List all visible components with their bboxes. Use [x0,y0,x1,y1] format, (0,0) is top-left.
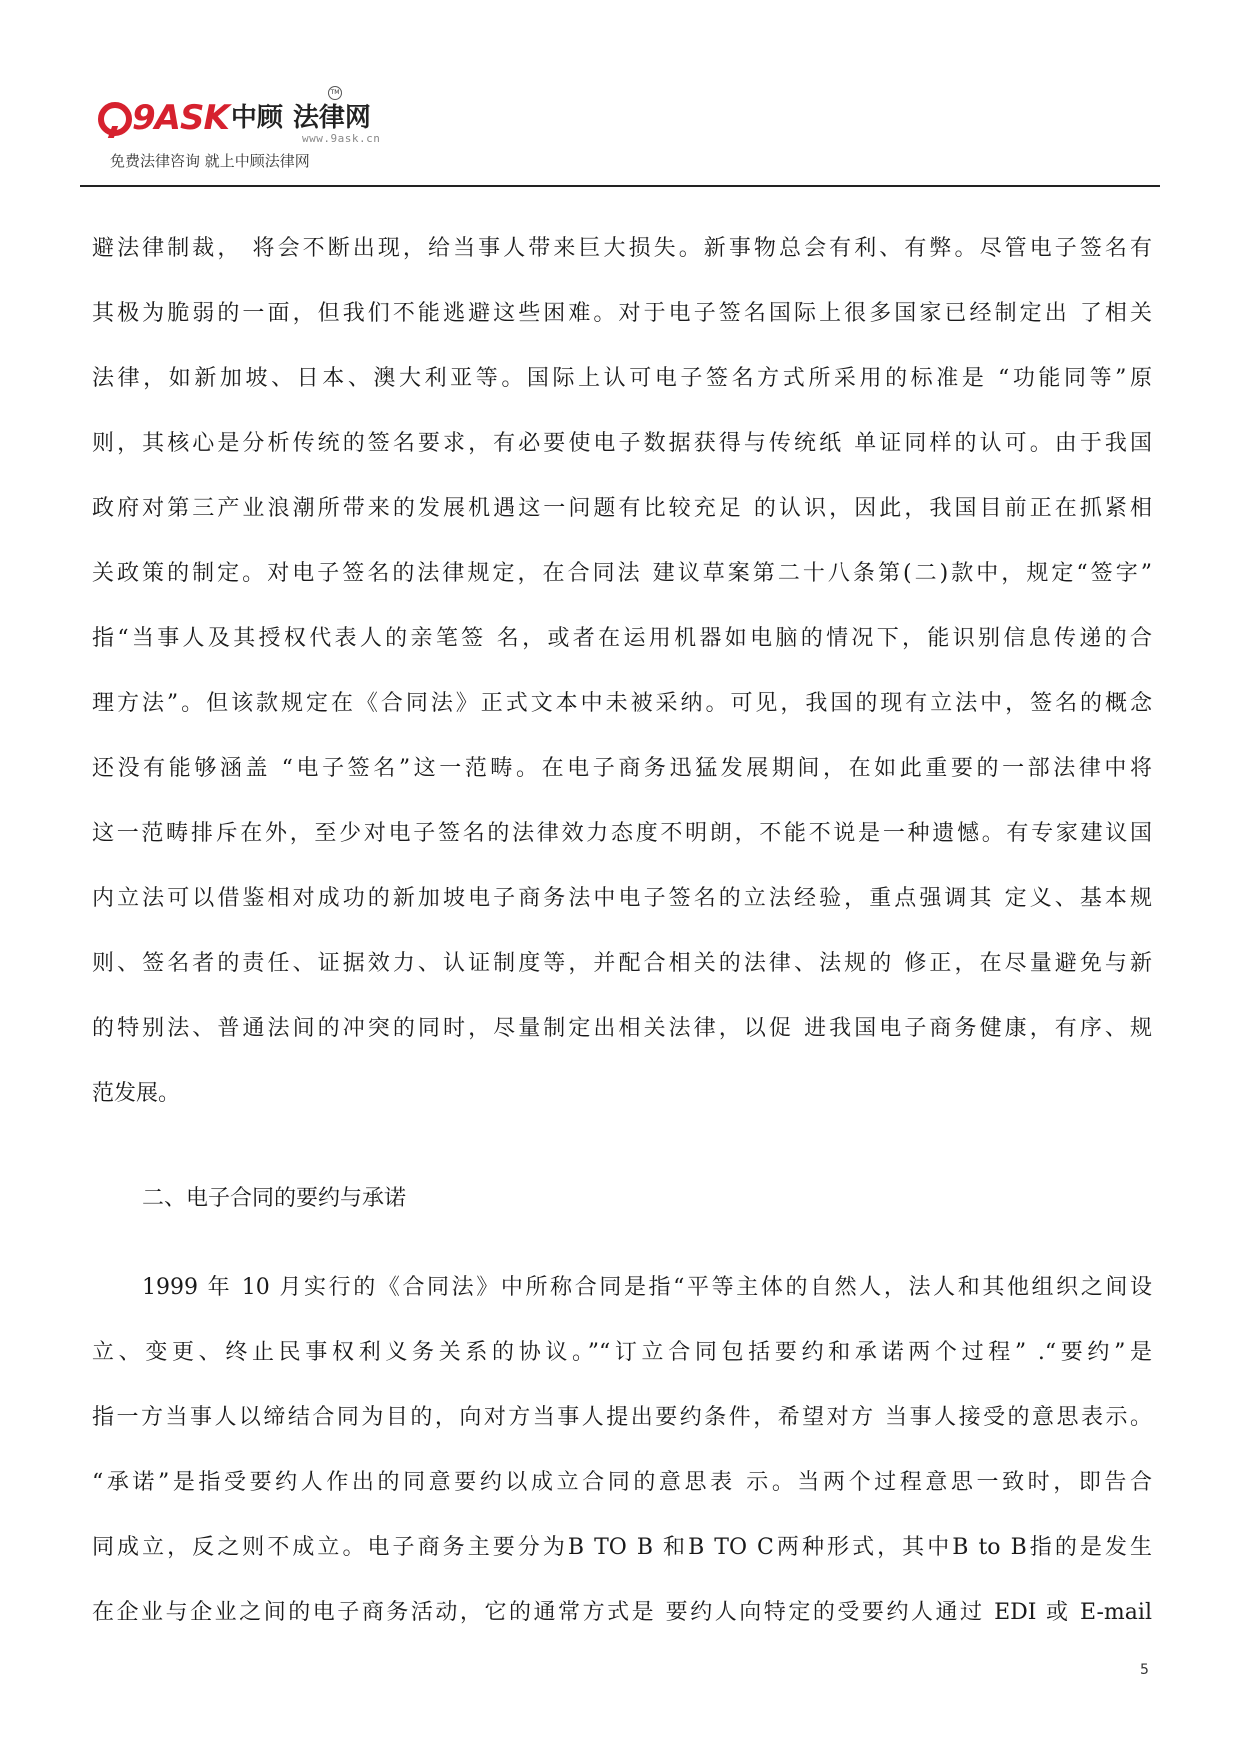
text-line: 还没有能够涵盖 “电子签名”这一范畴。在电子商务迅猛发展期间，在如此重要的一部法律中将 [92,756,1152,781]
text-line: 指“当事人及其授权代表人的亲笔签 名，或者在运用机器如电脑的情况下，能识别信息传递的合 [92,626,1152,651]
header-divider [80,185,1160,187]
text-line: 理方法”。但该款规定在《合同法》正式文本中未被采纳。可见，我国的现有立法中，签名的概念 [92,691,1152,716]
logo-site-text: 法律网 [292,103,371,133]
paragraph-2 [92,1255,1152,1645]
text-line: 这一范畴排斥在外，至少对电子签名的法律效力态度不明朗，不能不说是一种遗憾。有专家建议国 [92,821,1152,846]
text-line: 范发展。 [92,1081,181,1106]
page-header [96,89,386,184]
text-line: 其极为脆弱的一面，但我们不能逃避这些困难。对于电子签名国际上很多国家已经制定出 了相关 [92,301,1152,326]
text-line: 的特别法、普通法间的冲突的同时，尽量制定出相关法律，以促 进我国电子商务健康，有序、规 [92,1016,1152,1041]
text-line: 则，其核心是分析传统的签名要求，有必要使电子数据获得与传统纸 单证同样的认可。由于我国 [92,431,1152,456]
text-line: 内立法可以借鉴相对成功的新加坡电子商务法中电子签名的立法经验，重点强调其 定义、基本规 [92,886,1152,911]
document-body [92,216,1152,1645]
text-line: 1999 年 10 月实行的《合同法》中所称合同是指“平等主体的自然人，法人和其他组织之间设 [142,1275,1152,1300]
paragraph-1 [92,216,1152,1126]
logo-ask-text: 9ASK [132,98,229,138]
section-heading: 二、电子合同的要约与承诺 [142,1186,407,1211]
logo-brand-text: 中顾 [230,103,283,133]
logo-mark-icon [96,98,132,138]
page-number: 5 [1140,1662,1149,1678]
text-line: 同成立，反之则不成立。电子商务主要分为B TO B 和B TO C两种形式，其中B to B指的是发生 [92,1535,1152,1560]
text-line: 法律，如新加坡、日本、澳大利亚等。国际上认可电子签名方式所采用的标准是 “功能同等”原 [92,366,1152,391]
text-line: “承诺”是指受要约人作出的同意要约以成立合同的意思表 示。当两个过程意思一致时，即告合 [92,1470,1152,1495]
logo-url: www.9ask.cn [302,132,381,145]
text-line: 在企业与企业之间的电子商务活动，它的通常方式是 要约人向特定的受要约人通过 EDI 或 E-mail [92,1600,1152,1625]
header-slogan: 免费法律咨询 就上中顾法律网 [110,152,310,170]
text-line: 则、签名者的责任、证据效力、认证制度等，并配合相关的法律、法规的 修正，在尽量避免与新 [92,951,1152,976]
text-line: 立、变更、终止民事权利义务关系的协议。”“订立合同包括要约和承诺两个过程” .“要约”是 [92,1340,1152,1365]
text-line: 政府对第三产业浪潮所带来的发展机遇这一问题有比较充足 的认识，因此，我国目前正在抓紧相 [92,496,1152,521]
text-line: 关政策的制定。对电子签名的法律规定，在合同法 建议草案第二十八条第(二)款中，规定“签字” [92,561,1152,586]
text-line: 避法律制裁， 将会不断出现，给当事人带来巨大损失。新事物总会有利、有弊。尽管电子签名有 [92,236,1152,261]
text-line: 指一方当事人以缔结合同为目的，向对方当事人提出要约条件，希望对方 当事人接受的意思表示。 [92,1405,1152,1430]
trademark-icon: TM [328,86,342,100]
